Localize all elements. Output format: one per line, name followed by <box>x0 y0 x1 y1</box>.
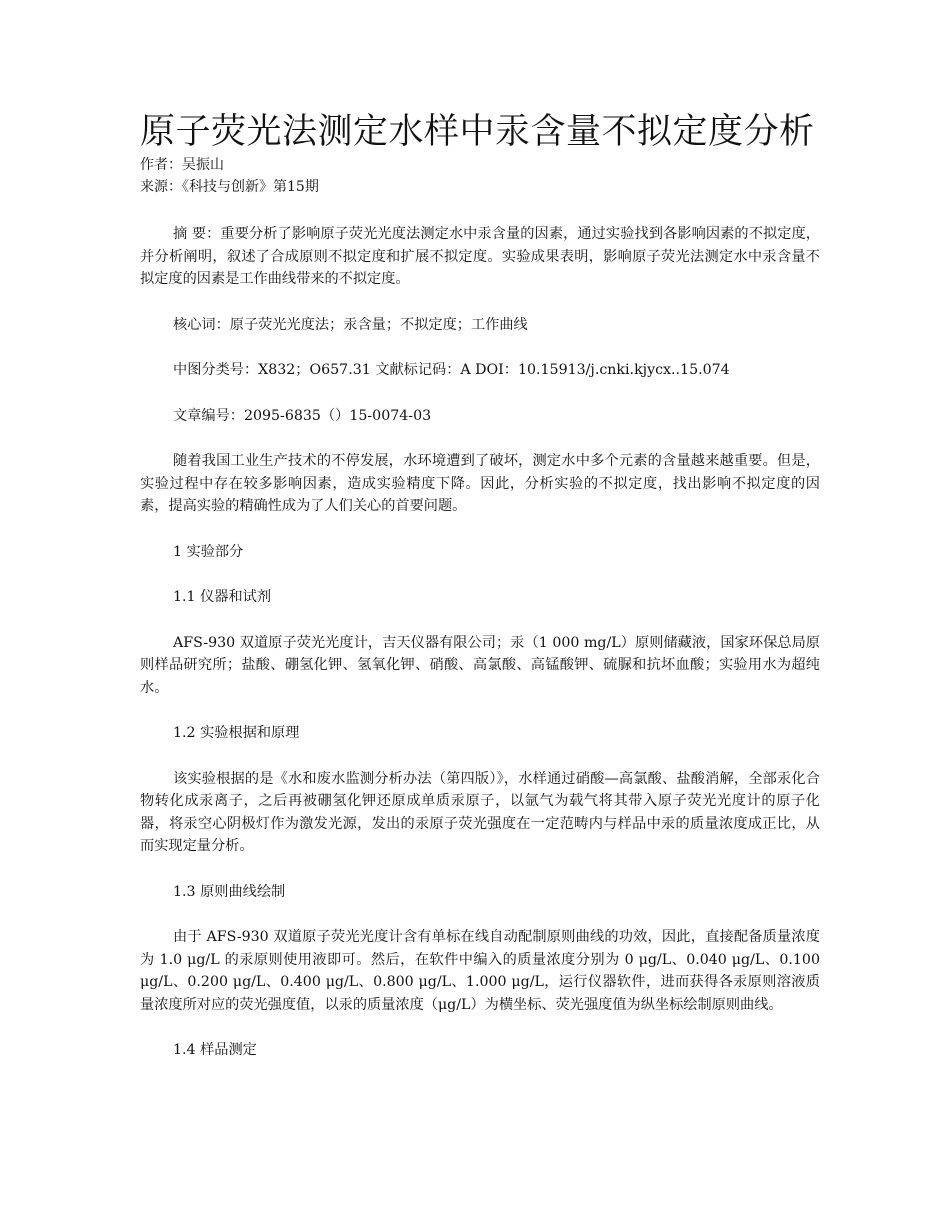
calibration-paragraph: 由于 AFS-930 双道原子荧光光度计含有单标在线自动配制原则曲线的功效，因此，直接配备质量浓度为 1.0 μg/L 的汞原则使用液即可。然后，在软件中编入的质量浓度分别为 0 μg/L、0.040 μg/L、0.100 μg/L、0.200 μg/L、0.400 μg/L、0.800 μg/L、1.000 μg/L，运行仪器软件，进而获得各汞原则溶液质量浓度所对应的荧光强度值，以汞的质量浓度（μg/L）为横坐标、荧光强度值为纵坐标绘制原则曲线。 <box>140 929 820 1013</box>
keywords-paragraph: 核心词：原子荧光光度法；汞含量；不拟定度；工作曲线 <box>173 316 528 333</box>
article-title: 原子荧光法测定水样中汞含量不拟定度分析 <box>140 112 815 152</box>
classification-paragraph: 中图分类号：X832；O657.31 文献标记码：A DOI：10.15913/j.cnki.kjycx..15.074 <box>173 362 730 378</box>
subsection-heading-sample: 1.4 样品测定 <box>173 1042 257 1058</box>
section-heading-experiment: 1 实验部分 <box>173 543 244 560</box>
subsection-heading-instruments: 1.1 仪器和试剂 <box>173 589 272 605</box>
intro-paragraph: 随着我国工业生产技术的不停发展，水环境遭到了破坏，测定水中多个元素的含量越来越重要。但是，实验过程中存在较多影响因素，造成实验精度下降。因此，分析实验的不拟定度，找出影响不拟定度的因素，提高实验的精确性成为了人们关心的首要问题。 <box>140 453 820 514</box>
subsection-heading-principle: 1.2 实验根据和原理 <box>173 725 300 741</box>
abstract-paragraph: 摘 要：重要分析了影响原子荧光光度法测定水中汞含量的因素，通过实验找到各影响因素的不拟定度，并分析阐明，叙述了合成原则不拟定度和扩展不拟定度。实验成果表明，影响原子荧光法测定水中汞含量不拟定度的因素是工作曲线带来的不拟定度。 <box>140 226 820 287</box>
subsection-heading-calibration: 1.3 原则曲线绘制 <box>173 883 286 900</box>
article-number-paragraph: 文章编号：2095-6835（）15-0074-03 <box>173 407 432 424</box>
document-page <box>140 110 820 1062</box>
article-source: 来源：《科技与创新》第15期 <box>140 179 319 195</box>
article-author: 作者：吴振山 <box>140 157 224 173</box>
principle-paragraph: 该实验根据的是《水和废水监测分析办法（第四版）》，水样通过硝酸—高氯酸、盐酸消解，全部汞化合物转化成汞离子，之后再被硼氢化钾还原成单质汞原子，以氩气为载气将其带入原子荧光光度计的原子化器，将汞空心阴极灯作为激发光源，发出的汞原子荧光强度在一定范畴内与样品中汞的质量浓度成正比，从而实现定量分析。 <box>140 770 820 854</box>
instruments-paragraph: AFS-930 双道原子荧光光度计，吉天仪器有限公司；汞（1 000 mg/L）原则储藏液，国家环保总局原则样品研究所；盐酸、硼氢化钾、氢氧化钾、硝酸、高氯酸、高锰酸钾、硫脲和抗坏血酸；实验用水为超纯水。 <box>140 634 820 696</box>
